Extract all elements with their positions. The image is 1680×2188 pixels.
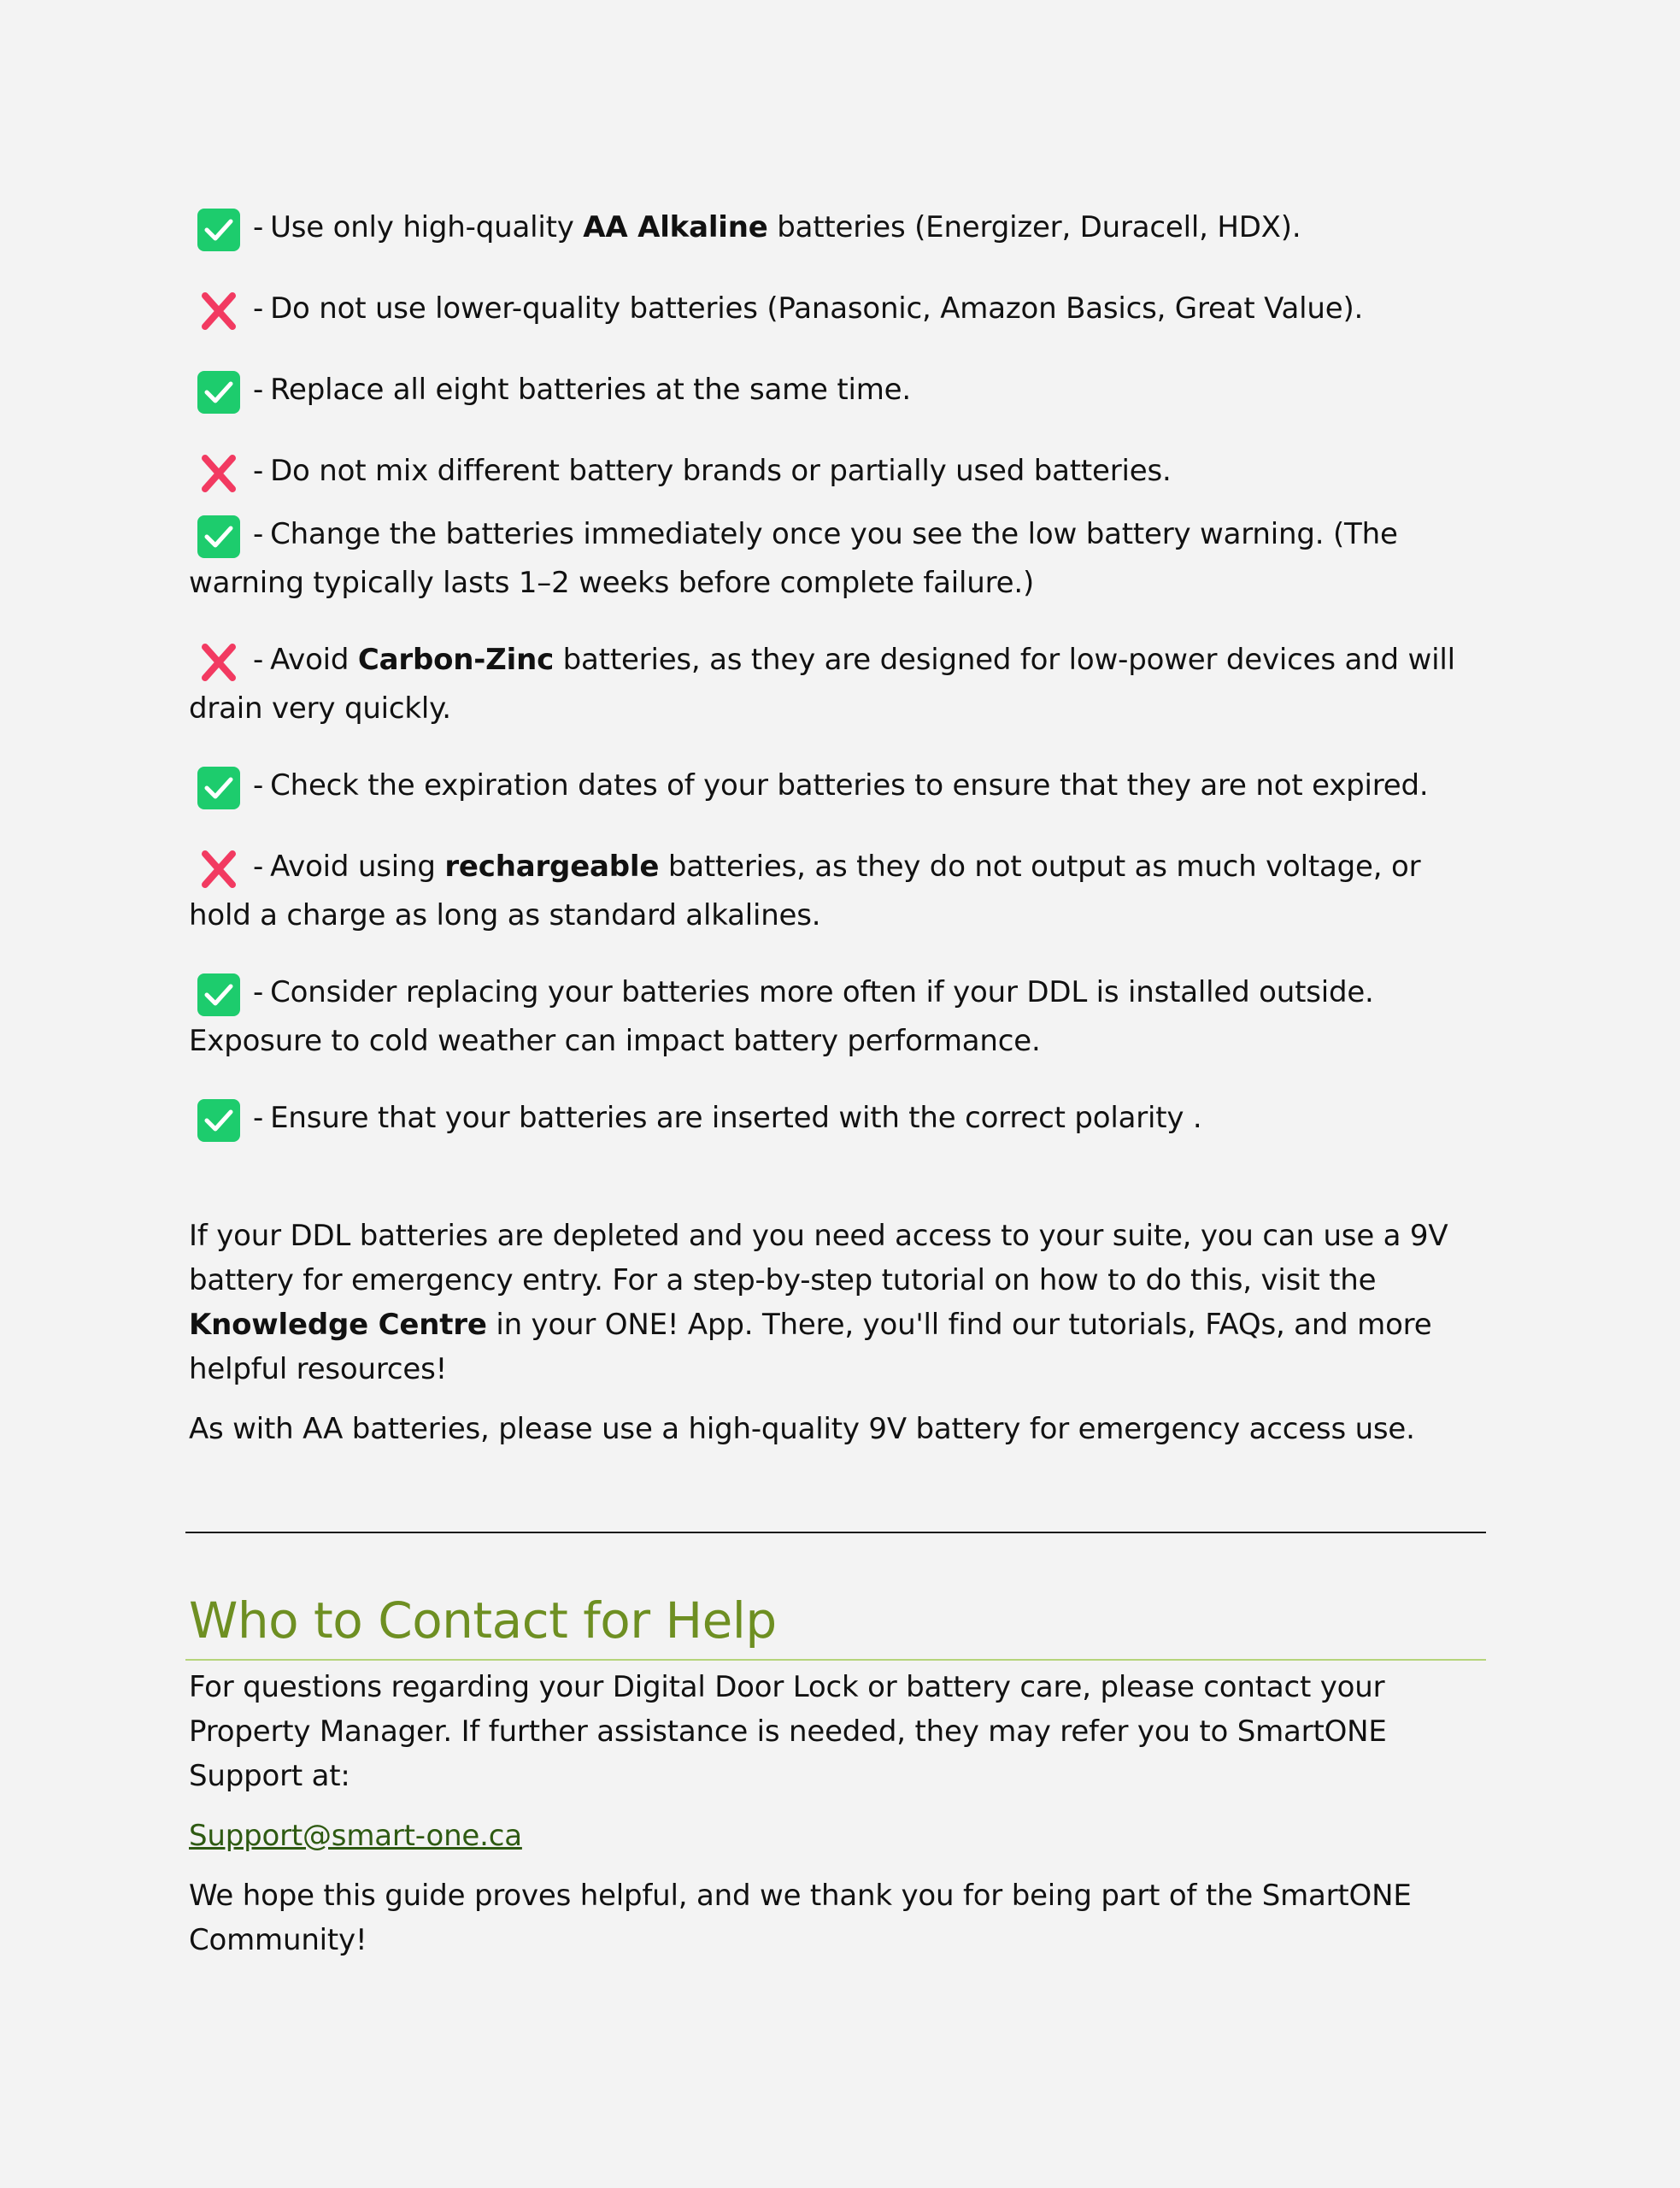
heading-underline xyxy=(185,1659,1486,1661)
tip-dash: - xyxy=(253,291,264,326)
tip-bold-text: AA Alkaline xyxy=(583,210,768,244)
support-email-link[interactable]: Support@smart-one.ca xyxy=(189,1819,522,1853)
tip-item xyxy=(189,285,1488,366)
nine-volt-note: As with AA batteries, please use a high-quality 9V battery for emergency access use. xyxy=(189,1412,1415,1446)
tip-item xyxy=(189,447,1488,510)
tip-item xyxy=(189,366,1488,447)
check-icon xyxy=(197,371,240,414)
tip-text: Do not mix different battery brands or partially used batteries. xyxy=(270,454,1172,488)
tip-dash: - xyxy=(253,1101,264,1135)
tip-bold-text: rechargeable xyxy=(444,850,660,884)
tip-item xyxy=(189,968,1488,1094)
cross-icon xyxy=(197,290,240,332)
tip-text: Avoid xyxy=(270,643,358,677)
tip-text: Avoid using xyxy=(270,850,445,884)
check-icon xyxy=(197,515,240,558)
contact-body: For questions regarding your Digital Door Lock or battery care, please contact your Property Manager. If further assistance is needed, they may refer you to SmartONE Support at: xyxy=(189,1670,1387,1793)
section-divider xyxy=(185,1532,1486,1533)
tip-item xyxy=(189,510,1488,636)
contact-section xyxy=(189,1665,1488,1962)
emergency-text: If your DDL batteries are depleted and you need access to your suite, you can use a 9V battery for emergency entry. For a step-by-step tutorial on how to do this, visit the xyxy=(189,1219,1448,1297)
tip-dash: - xyxy=(253,454,264,488)
check-icon xyxy=(197,1099,240,1142)
tip-text: Change the batteries immediately once you see the low battery warning. (The warning typically lasts 1–2 weeks before complete failure.) xyxy=(189,517,1398,600)
cross-icon xyxy=(197,641,240,684)
battery-tips-section xyxy=(189,203,1488,1451)
tip-dash: - xyxy=(253,643,264,677)
emergency-paragraph xyxy=(189,1214,1488,1391)
tip-text: Do not use lower-quality batteries (Panasonic, Amazon Basics, Great Value). xyxy=(270,291,1364,326)
tip-dash: - xyxy=(253,210,264,244)
cross-icon xyxy=(197,848,240,891)
tip-text-after: batteries, as they do not output as much voltage, or hold a charge as long as standard alkalines. xyxy=(189,850,1421,932)
contact-heading: Who to Contact for Help xyxy=(189,1591,777,1650)
tip-item xyxy=(189,843,1488,968)
tip-item xyxy=(189,1094,1488,1197)
check-icon xyxy=(197,973,240,1016)
check-icon xyxy=(197,767,240,809)
thanks-paragraph: We hope this guide proves helpful, and we thank you for being part of the SmartONE Community! xyxy=(189,1879,1412,1957)
tip-item xyxy=(189,762,1488,843)
tip-item xyxy=(189,203,1488,285)
tip-text: Use only high-quality xyxy=(270,210,584,244)
tip-text: Ensure that your batteries are inserted with the correct polarity . xyxy=(270,1101,1202,1135)
tip-text-after: batteries (Energizer, Duracell, HDX). xyxy=(767,210,1301,244)
cross-icon xyxy=(197,452,240,495)
tip-item xyxy=(189,636,1488,762)
tip-bold-text: Carbon-Zinc xyxy=(357,643,555,677)
check-icon xyxy=(197,209,240,251)
tip-text-after: batteries, as they are designed for low-power devices and will drain very quickly. xyxy=(189,643,1455,726)
tip-dash: - xyxy=(253,850,264,884)
knowledge-centre-label: Knowledge Centre xyxy=(189,1308,487,1342)
tip-dash: - xyxy=(253,975,264,1009)
tip-dash: - xyxy=(253,373,264,407)
tip-text: Consider replacing your batteries more often if your DDL is installed outside. Exposure to cold weather can impact battery performance. xyxy=(189,975,1374,1058)
tip-text: Replace all eight batteries at the same time. xyxy=(270,373,912,407)
tip-dash: - xyxy=(253,768,264,803)
tip-text: Check the expiration dates of your batteries to ensure that they are not expired. xyxy=(270,768,1429,803)
tip-dash: - xyxy=(253,517,264,551)
emergency-text-after: in your ONE! App. There, you'll find our tutorials, FAQs, and more helpful resources! xyxy=(189,1308,1432,1386)
